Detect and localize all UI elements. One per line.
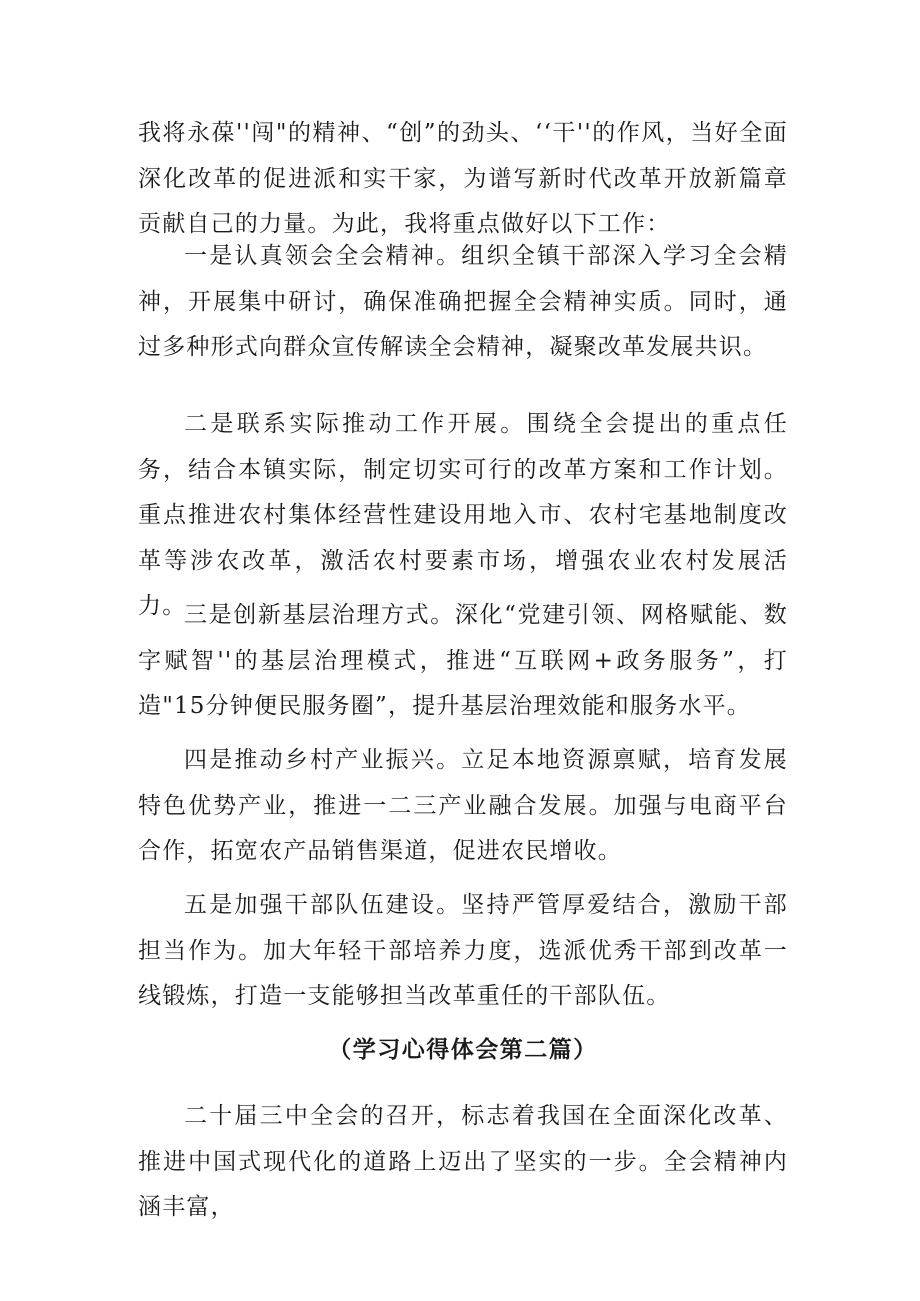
section-heading: （学习心得体会第二篇） (328, 1036, 598, 1063)
paragraph-intro: 我将永葆''闯"的精神、“创”的劲头、‘‘干''的作风，当好全面深化改革的促进派和实干家，为谱写新时代改革开放新篇章贡献自己的力量。为此，我将重点做好以下工作： (138, 120, 788, 237)
paragraph-second-article-opening: 二十届三中全会的召开，标志着我国在全面深化改革、推进中国式现代化的道路上迈出了坚实的一步。全会精神内涵丰富， (138, 1103, 788, 1220)
paragraph-item-two: 二是联系实际推动工作开展。围绕全会提出的重点任务，结合本镇实际，制定切实可行的改革方案和工作计划。重点推进农村集体经营性建设用地入市、农村宅基地制度改革等涉农改革，激活农村要素市场，增强农业农村发展活力。 (138, 411, 788, 619)
paragraph-item-one: 一是认真领会全会精神。组织全镇干部深入学习全会精神，开展集中研讨，确保准确把握全会精神实质。同时，通过多种形式向群众宣传解读全会精神，凝聚改革发展共识。 (138, 243, 788, 360)
paragraph-item-three: 三是创新基层治理方式。深化“党建引领、网格赋能、数字赋智''的基层治理模式，推进“互联网+政务服务”，打造"15分钟便民服务圈”，提升基层治理效能和服务水平。 (138, 602, 788, 719)
paragraph-item-four: 四是推动乡村产业振兴。立足本地资源禀赋，培育发展特色优势产业，推进一二三产业融合发展。加强与电商平台合作，拓宽农产品销售渠道，促进农民增收。 (138, 747, 788, 864)
paragraph-item-five: 五是加强干部队伍建设。坚持严管厚爱结合，激励干部担当作为。加大年轻干部培养力度，选派优秀干部到改革一线锻炼，打造一支能够担当改革重任的干部队伍。 (138, 892, 788, 1009)
